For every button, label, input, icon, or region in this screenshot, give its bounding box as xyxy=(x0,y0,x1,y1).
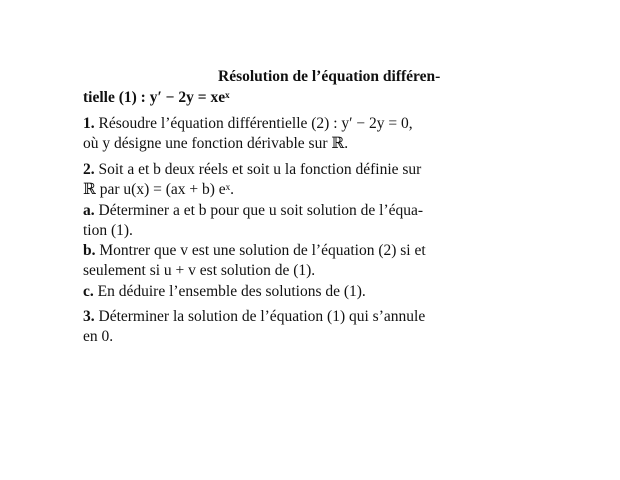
question-3-number: 3. xyxy=(83,308,95,325)
question-2c-text-1: En déduire l’ensemble des solutions de (1). xyxy=(97,283,366,300)
question-3-line-1 xyxy=(83,307,425,327)
question-2a-line-2: tion (1). xyxy=(83,222,133,239)
question-2a-text-1: Déterminer a et b pour que u soit solution de l’équa- xyxy=(98,202,424,219)
question-2b-line-2: seulement si u + v est solution de (1). xyxy=(83,262,316,279)
question-1-line-2: où y désigne une fonction dérivable sur ℝ. xyxy=(83,135,349,152)
question-2-number: 2. xyxy=(83,161,95,178)
question-2-line-1 xyxy=(83,160,421,180)
question-3-text-1: Déterminer la solution de l’équation (1) qui s’annule xyxy=(98,308,426,325)
question-1-text-1: Résoudre l’équation différentielle (2) : y′ − 2y = 0, xyxy=(98,115,413,132)
question-2b-text-1: Montrer que v est une solution de l’équation (2) si et xyxy=(99,242,426,259)
question-3-line-2: en 0. xyxy=(83,328,114,345)
question-2-line-2: ℝ par u(x) = (ax + b) eˣ. xyxy=(83,181,235,198)
question-2b-label: b. xyxy=(83,242,96,259)
question-2c-line-1 xyxy=(83,282,366,302)
question-1-number: 1. xyxy=(83,115,95,132)
title-line-1: Résolution de l’équation différen- xyxy=(218,68,441,85)
title-line-2: tielle (1) : y′ − 2y = xeˣ xyxy=(83,89,230,106)
question-2c-label: c. xyxy=(83,283,94,300)
question-2a-label: a. xyxy=(83,202,95,219)
question-2b-line-1 xyxy=(83,241,426,261)
question-2-text-1: Soit a et b deux réels et soit u la fonction définie sur xyxy=(98,161,422,178)
question-2a-line-1 xyxy=(83,201,423,221)
question-1-line-1 xyxy=(83,114,413,134)
